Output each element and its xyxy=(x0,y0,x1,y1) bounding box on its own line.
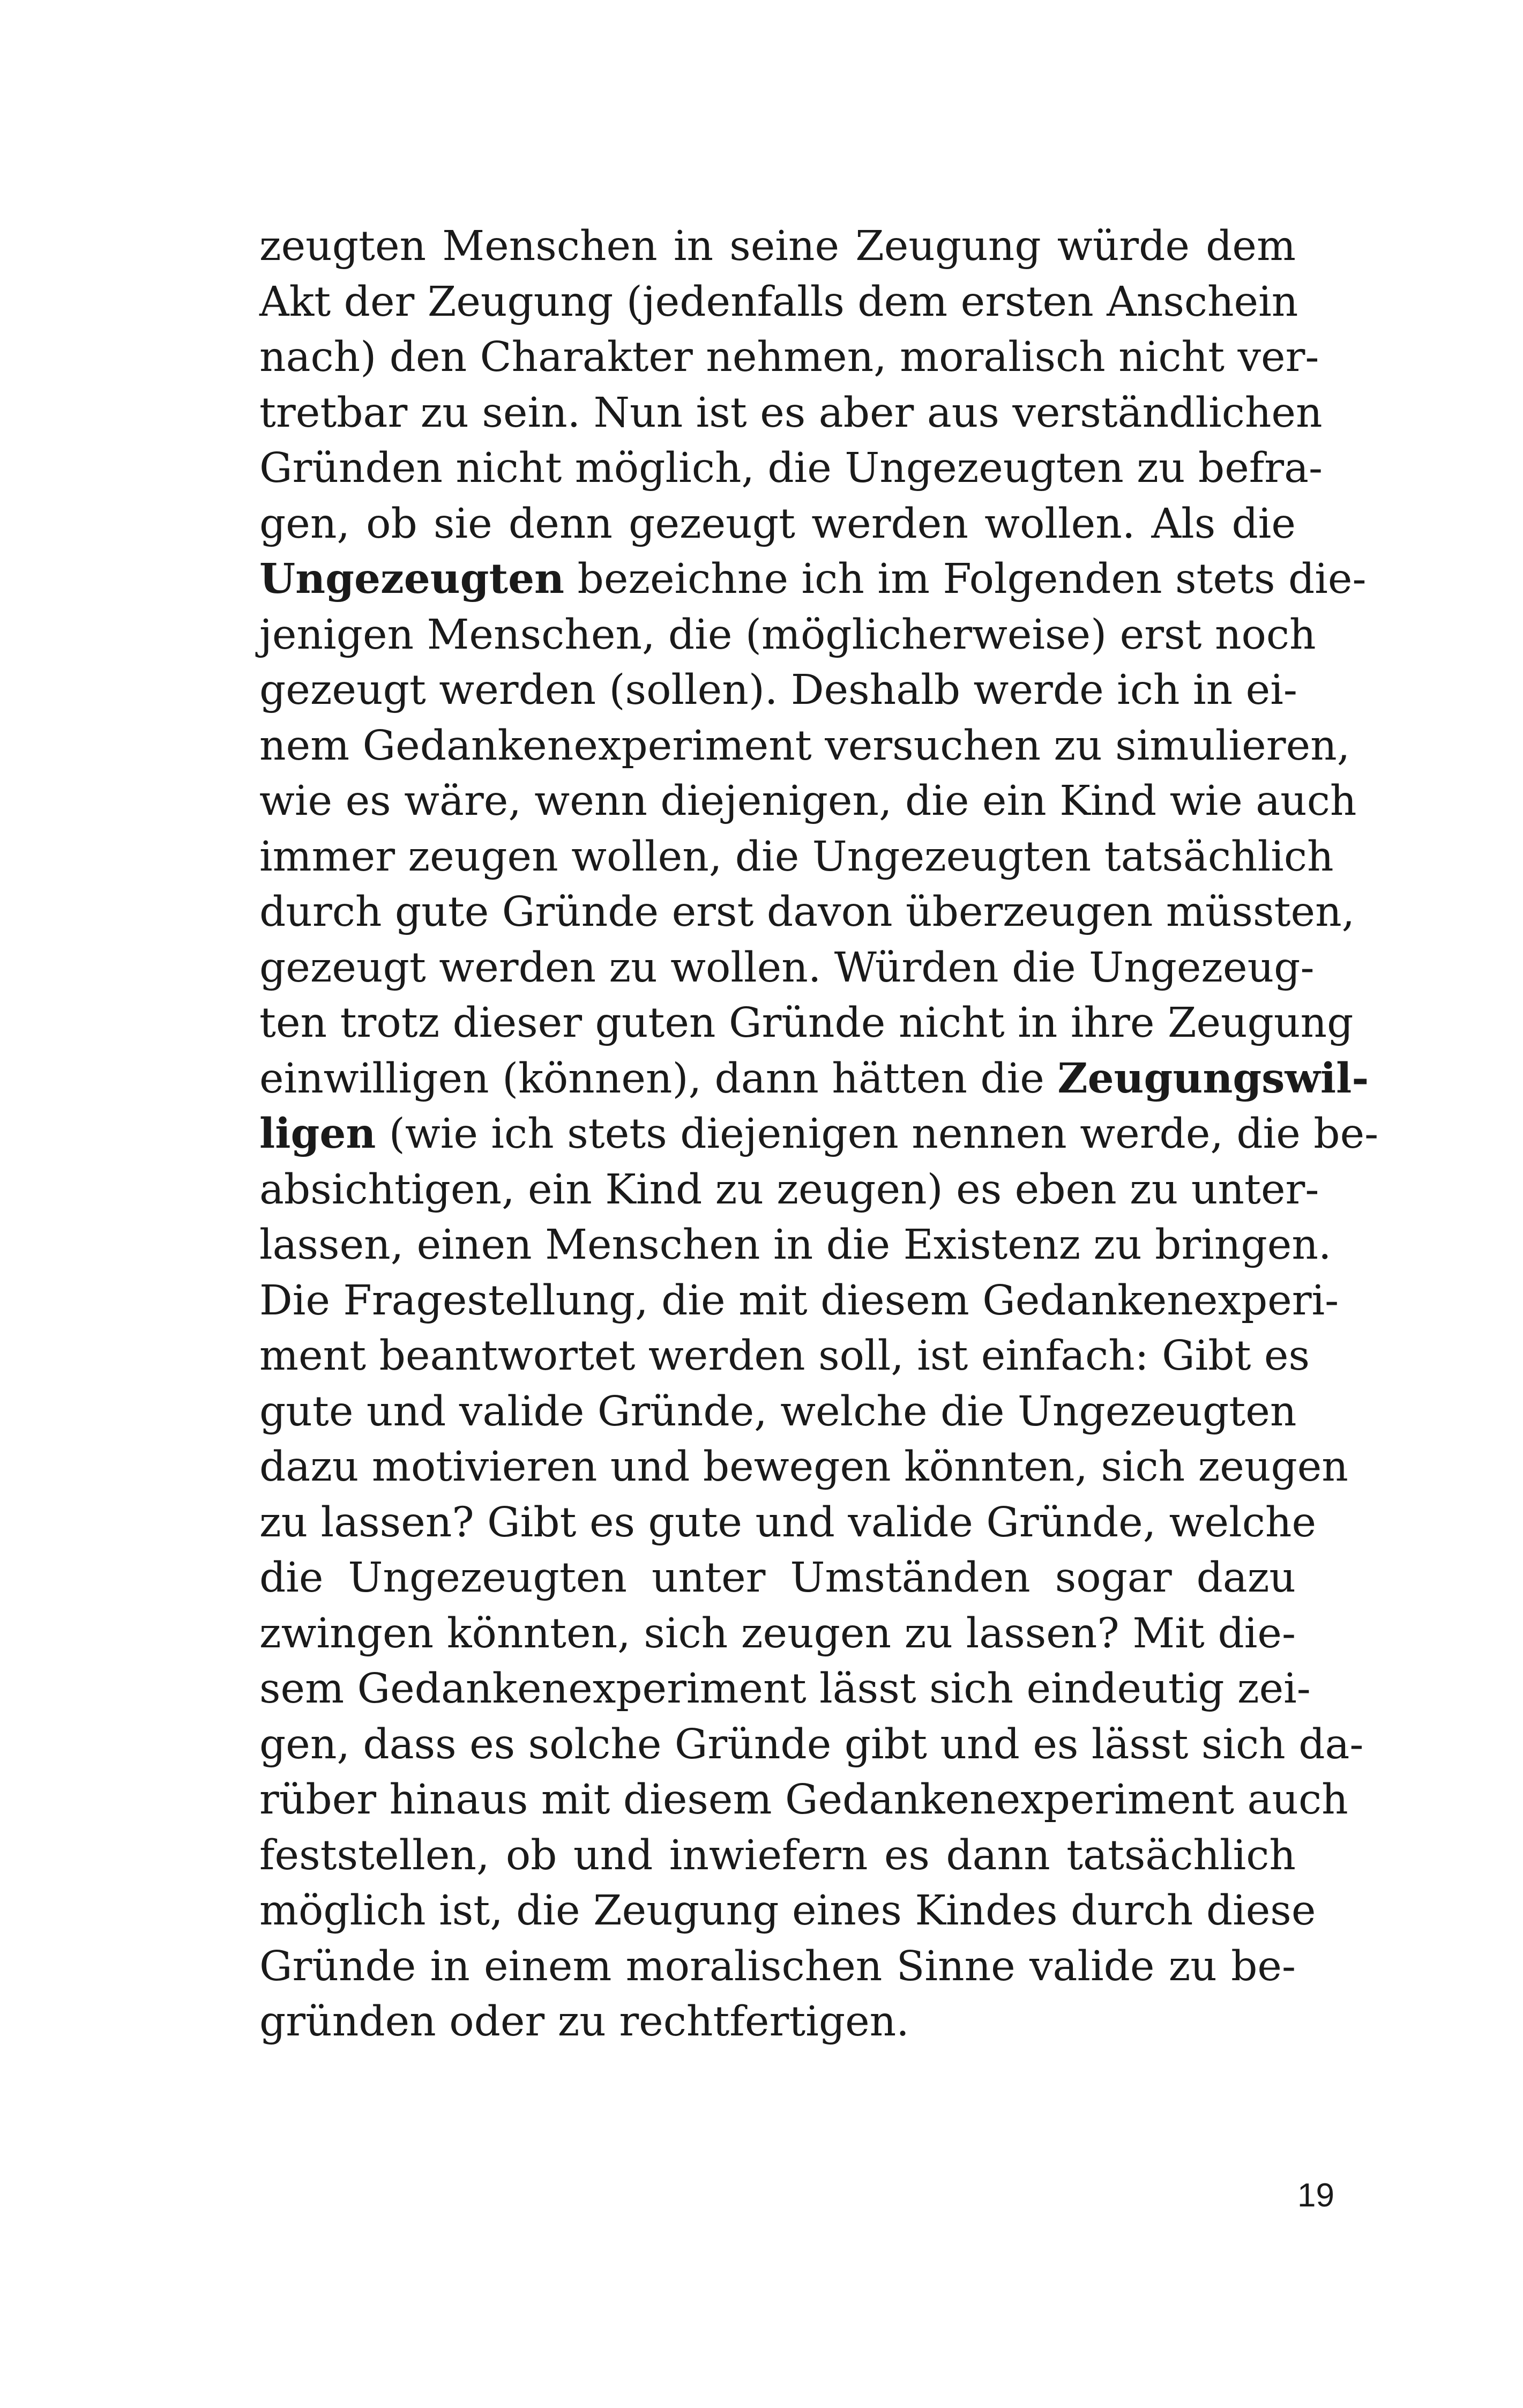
body-text xyxy=(259,219,1379,2050)
text-line xyxy=(259,885,1355,940)
text-segment: ment beantwortet werden soll, ist einfach: Gibt es xyxy=(259,1332,1310,1380)
text-segment: gezeugt werden (sollen). Deshalb werde ich in ei- xyxy=(259,666,1297,714)
text-segment: jenigen Menschen, die (möglicherweise) erst noch xyxy=(259,611,1316,659)
text-line xyxy=(259,1495,1317,1551)
text-segment: zwingen könnten, sich zeugen zu lassen? Mit die- xyxy=(259,1609,1296,1658)
text-line xyxy=(259,663,1296,718)
text-segment: nach) den Charakter nehmen, moralisch nicht ver- xyxy=(259,333,1319,381)
text-line xyxy=(259,552,1367,607)
text-segment: Die Fragestellung, die mit diesem Gedankenexperi- xyxy=(259,1276,1339,1325)
text-segment: feststellen, ob und inwiefern es dann tatsächlich xyxy=(259,1831,1296,1879)
text-line xyxy=(259,1939,1296,1995)
text-line xyxy=(259,607,1316,663)
text-line xyxy=(259,1439,1348,1495)
text-line xyxy=(259,385,1323,441)
text-segment: tretbar zu sein. Nun ist es aber aus verständlichen xyxy=(259,389,1323,437)
text-segment: einwilligen (können), dann hätten die xyxy=(259,1054,1058,1103)
page-number: 19 xyxy=(1297,2177,1334,2214)
text-segment: zu lassen? Gibt es gute und valide Gründe, welche xyxy=(259,1498,1317,1547)
text-line xyxy=(259,1883,1316,1939)
text-segment: gen, dass es solche Gründe gibt und es lässt sich da- xyxy=(259,1720,1364,1768)
text-segment: Gründe in einem moralischen Sinne valide zu be- xyxy=(259,1942,1296,1990)
text-segment: durch gute Gründe erst davon überzeugen müssten, xyxy=(259,888,1355,936)
text-line xyxy=(259,330,1319,385)
text-segment: sem Gedankenexperiment lässt sich eindeutig zei- xyxy=(259,1665,1311,1713)
text-line xyxy=(259,1051,1369,1107)
text-line xyxy=(259,219,1296,274)
text-segment: ten trotz dieser guten Gründe nicht in ihre Zeugung xyxy=(259,999,1354,1047)
bold-term: Zeugungswil- xyxy=(1057,1054,1369,1103)
text-line xyxy=(259,995,1354,1051)
text-segment: die Ungezeugten unter Umständen sogar dazu xyxy=(259,1554,1296,1602)
text-segment: bezeichne ich im Folgenden stets die- xyxy=(564,555,1367,603)
text-line xyxy=(259,1106,1379,1162)
bold-term: Ungezeugten xyxy=(259,555,565,603)
text-line xyxy=(259,1606,1296,1662)
text-line xyxy=(259,718,1350,774)
text-line xyxy=(259,274,1296,330)
text-line xyxy=(259,1273,1339,1329)
text-segment: zeugten Menschen in seine Zeugung würde dem xyxy=(259,222,1296,270)
text-segment: immer zeugen wollen, die Ungezeugten tatsächlich xyxy=(259,833,1334,881)
text-segment: lassen, einen Menschen in die Existenz zu bringen. xyxy=(259,1221,1332,1269)
text-line xyxy=(259,1772,1348,1828)
text-segment: absichtigen, ein Kind zu zeugen) es eben zu unter- xyxy=(259,1165,1319,1214)
text-segment: nem Gedankenexperiment versuchen zu simulieren, xyxy=(259,722,1350,770)
text-line xyxy=(259,1550,1296,1606)
text-segment: rüber hinaus mit diesem Gedankenexperiment auch xyxy=(259,1776,1348,1824)
text-line xyxy=(259,1828,1296,1884)
text-line xyxy=(259,774,1357,829)
text-line xyxy=(259,1661,1311,1717)
text-line xyxy=(259,940,1315,996)
text-line xyxy=(259,829,1334,885)
text-line xyxy=(259,1328,1310,1384)
text-segment: Gründen nicht möglich, die Ungezeugten zu befra- xyxy=(259,444,1323,492)
text-segment: dazu motivieren und bewegen könnten, sich zeugen xyxy=(259,1443,1348,1491)
text-line xyxy=(259,1217,1332,1273)
text-line xyxy=(259,1384,1296,1440)
text-line xyxy=(259,1162,1319,1218)
text-segment: wie es wäre, wenn diejenigen, die ein Kind wie auch xyxy=(259,777,1357,825)
text-segment: möglich ist, die Zeugung eines Kindes durch diese xyxy=(259,1887,1316,1935)
text-segment: Akt der Zeugung (jedenfalls dem ersten Anschein xyxy=(259,278,1298,326)
text-segment: gründen oder zu rechtfertigen. xyxy=(259,1998,909,2046)
text-segment: gen, ob sie denn gezeugt werden wollen. Als die xyxy=(259,500,1296,548)
text-line xyxy=(259,496,1296,552)
text-segment: gute und valide Gründe, welche die Ungezeugten xyxy=(259,1387,1297,1436)
text-line xyxy=(259,441,1323,496)
text-line xyxy=(259,1717,1364,1773)
bold-term: ligen xyxy=(259,1110,376,1158)
text-segment: gezeugt werden zu wollen. Würden die Ungezeug- xyxy=(259,943,1315,992)
text-segment: (wie ich stets diejenigen nennen werde, die be- xyxy=(376,1110,1379,1158)
text-line xyxy=(259,1994,1296,2050)
